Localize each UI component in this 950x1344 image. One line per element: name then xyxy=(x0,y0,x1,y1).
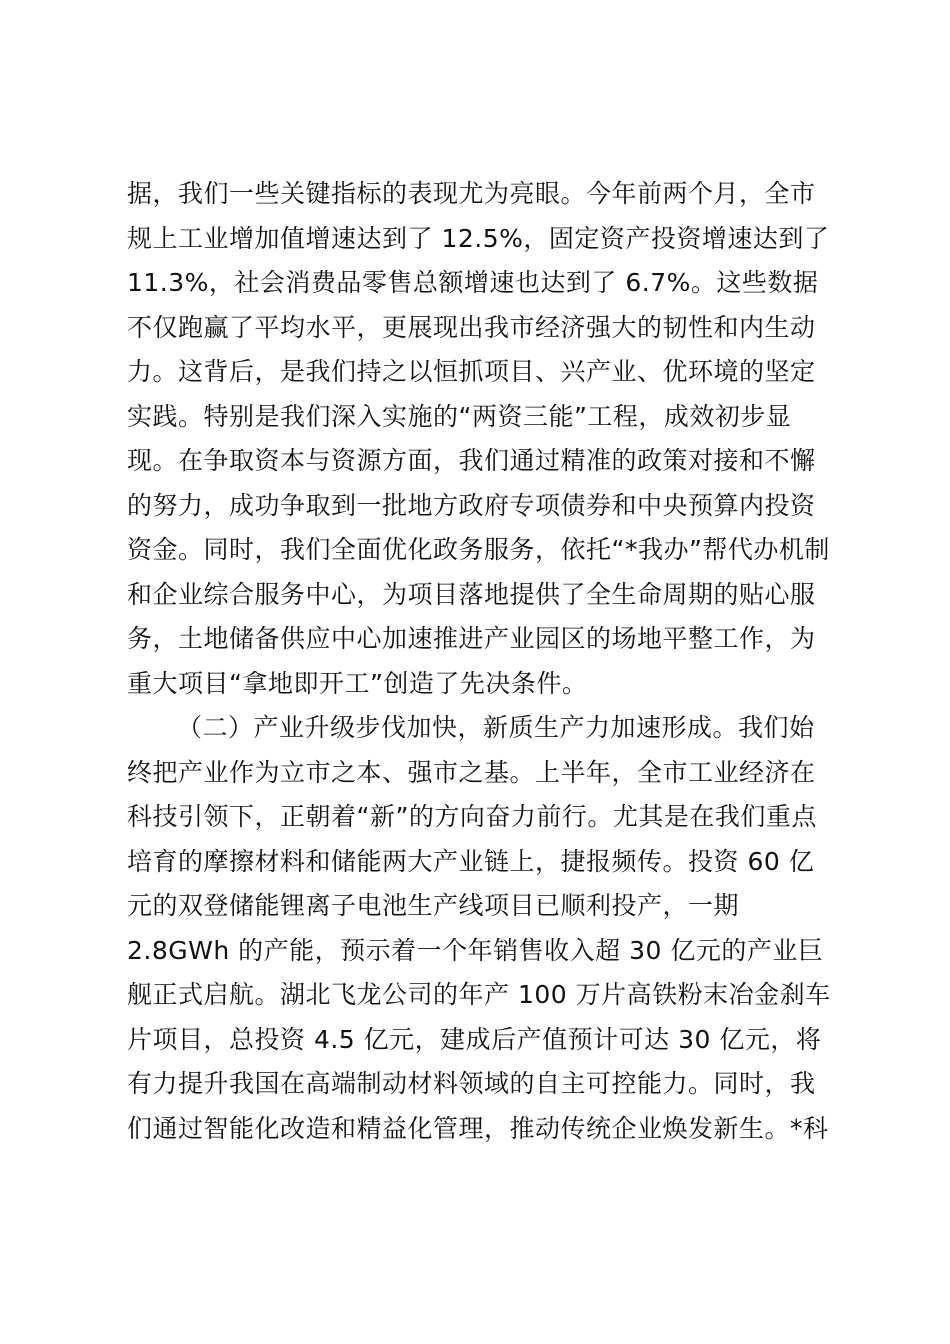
text-line: 终把产业作为立市之本、强市之基。上半年，全市工业经济在 xyxy=(127,757,816,787)
text-line: 据，我们一些关键指标的表现尤为亮眼。今年前两个月，全市 xyxy=(127,179,816,208)
text-line: 规上工业增加值增速达到了 12.5%，固定资产投资增速达到了 xyxy=(127,223,830,253)
text-line: 有力提升我国在高端制动材料领域的自主可控能力。同时，我 xyxy=(127,1069,816,1098)
text-line: 务，土地储备供应中心加速推进产业园区的场地平整工作，为 xyxy=(127,624,816,653)
text-line: 11.3%，社会消费品零售总额增速也达到了 6.7%。这些数据 xyxy=(127,268,819,297)
text-line: 资金。同时，我们全面优化政务服务，依托“*我办”帮代办机制 xyxy=(127,535,830,564)
text-line: 重大项目“拿地即开工”创造了先决条件。 xyxy=(127,668,588,698)
text-line: 和企业综合服务中心，为项目落地提供了全生命周期的贴心服 xyxy=(127,579,816,609)
text-line: 们通过智能化改造和精益化管理，推动传统企业焕发新生。*科 xyxy=(127,1113,829,1143)
text-line: 2.8GWh 的产能，预示着一个年销售收入超 30 亿元的产业巨 xyxy=(127,935,824,965)
text-line: 科技引领下，正朝着“新”的方向奋力前行。尤其是在我们重点 xyxy=(127,802,817,831)
section-heading-line: （二）产业升级步伐加快，新质生产力加速形成。我们始 xyxy=(177,713,815,742)
text-line: 片项目，总投资 4.5 亿元，建成后产值预计可达 30 亿元，将 xyxy=(127,1024,822,1054)
text-line: 的努力，成功争取到一批地方政府专项债券和中央预算内投资 xyxy=(127,490,816,520)
text-line: 舰正式启航。湖北飞龙公司的年产 100 万片高铁粉末冶金刹车 xyxy=(127,980,831,1009)
text-line: 现。在争取资本与资源方面，我们通过精准的政策对接和不懈 xyxy=(127,446,816,475)
text-line: 不仅跑赢了平均水平，更展现出我市经济强大的韧性和内生动 xyxy=(127,312,816,342)
body-text xyxy=(127,172,837,1151)
text-line: 培育的摩擦材料和储能两大产业链上，捷报频传。投资 60 亿 xyxy=(127,846,815,876)
text-line: 实践。特别是我们深入实施的“两资三能”工程，成效初步显 xyxy=(127,401,792,431)
text-line: 元的双登储能锂离子电池生产线项目已顺利投产，一期 xyxy=(127,891,740,920)
text-line: 力。这背后，是我们持之以恒抓项目、兴产业、优环境的坚定 xyxy=(127,357,816,386)
